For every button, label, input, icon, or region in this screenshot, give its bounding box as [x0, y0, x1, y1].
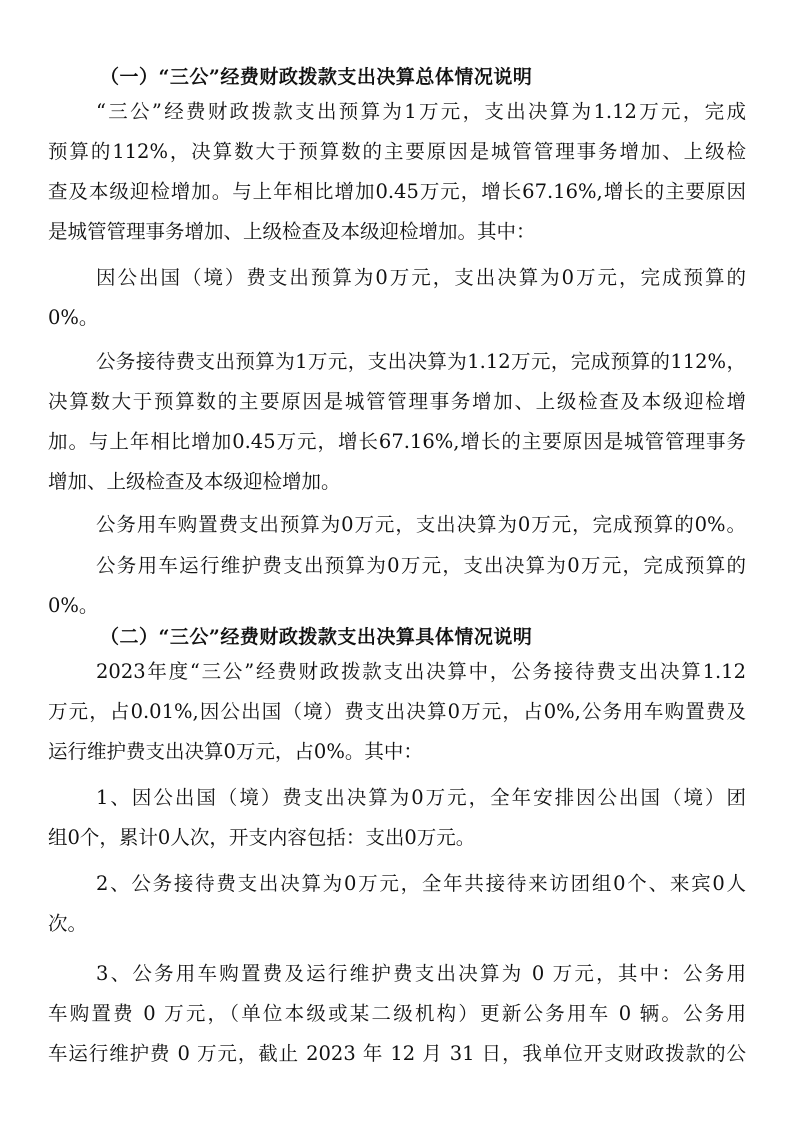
paragraph-line: 公务用车购置费支出预算为0万元，支出决算为0万元，完成预算的0%。 — [96, 513, 746, 536]
paragraph-line: 查及本级迎检增加。与上年相比增加0.45万元，增长67.16%,增长的主要原因 — [48, 180, 746, 203]
paragraph-line: 次。 — [48, 912, 88, 935]
paragraph-line: 是城管管理事务增加、上级检查及本级迎检增加。其中： — [48, 220, 536, 243]
paragraph-line: 车运行维护费 0 万元，截止 2023 年 12 月 31 日，我单位开支财政拨款的公 — [48, 1042, 746, 1065]
paragraph-line: 决算数大于预算数的主要原因是城管管理事务增加、上级检查及本级迎检增 — [48, 390, 746, 413]
paragraph-line: 公务用车运行维护费支出预算为0万元，支出决算为0万元，完成预算的 — [96, 554, 746, 577]
paragraph-line: 组0个，累计0人次，开支内容包括：支出0万元。 — [48, 826, 476, 849]
paragraph-line: 2、公务接待费支出决算为0万元，全年共接待来访团组0个、来宾0人 — [96, 872, 746, 895]
paragraph-line: 万元，占0.01%,因公出国（境）费支出决算0万元，占0%,公务用车购置费及 — [48, 700, 746, 723]
paragraph-line: 加。与上年相比增加0.45万元，增长67.16%,增长的主要原因是城管管理事务 — [48, 430, 746, 453]
paragraph-line: 1、因公出国（境）费支出决算为0万元，全年安排因公出国（境）团 — [96, 786, 746, 809]
paragraph-line: 因公出国（境）费支出预算为0万元，支出决算为0万元，完成预算的 — [96, 266, 746, 289]
paragraph-line: 3、公务用车购置费及运行维护费支出决算为 0 万元，其中：公务用 — [96, 962, 746, 985]
paragraph-line: “三公”经费财政拨款支出预算为1万元，支出决算为1.12万元，完成 — [96, 100, 746, 123]
paragraph-line: 车购置费 0 万元，（单位本级或某二级机构）更新公务用车 0 辆。公务用 — [48, 1002, 746, 1025]
paragraph-line: 运行维护费支出决算0万元，占0%。其中： — [48, 740, 423, 763]
section-heading-2: （二）“三公”经费财政拨款支出决算具体情况说明 — [100, 626, 533, 648]
paragraph-line: 公务接待费支出预算为1万元，支出决算为1.12万元，完成预算的112%， — [96, 350, 746, 373]
paragraph-line: 增加、上级检查及本级迎检增加。 — [48, 470, 341, 493]
paragraph-line: 0%。 — [48, 306, 99, 329]
paragraph-line: 2023年度“三公”经费财政拨款支出决算中，公务接待费支出决算1.12 — [96, 660, 746, 683]
paragraph-line: 预算的112%，决算数大于预算数的主要原因是城管管理事务增加、上级检 — [48, 140, 746, 163]
section-heading-1: （一）“三公”经费财政拨款支出决算总体情况说明 — [100, 66, 533, 88]
paragraph-line: 0%。 — [48, 594, 99, 617]
